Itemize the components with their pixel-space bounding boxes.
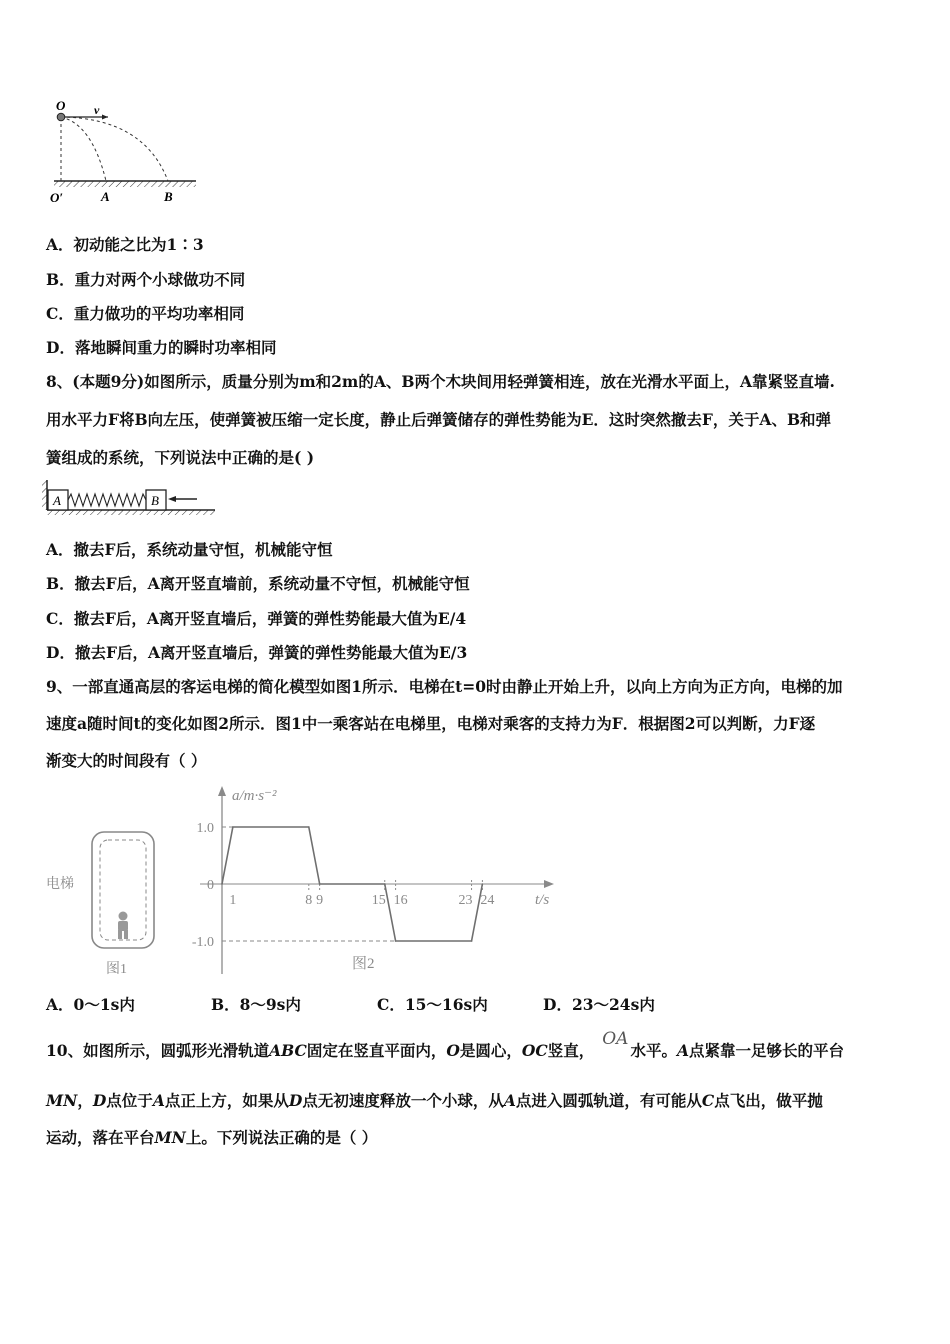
option-letter: B． [46, 574, 75, 593]
q9-option-b[interactable] [211, 993, 301, 1015]
q10-var: MN [154, 1128, 186, 1147]
option-letter: B． [211, 995, 240, 1014]
q10-stem-line2 [46, 1091, 823, 1111]
elevator-side-label: 电梯 [46, 877, 74, 892]
q10-text: 是圆心， [459, 1041, 522, 1060]
label-O: O [56, 98, 66, 113]
q8-stem-line3: 簧组成的系统，下列说法中正确的是( ) [46, 448, 315, 467]
acceleration-chart [180, 778, 570, 978]
option-letter: A． [46, 540, 74, 559]
q7-option-d[interactable] [46, 338, 276, 358]
q7-option-b[interactable] [46, 270, 245, 290]
spring-figure [42, 478, 217, 518]
label-B: B [164, 189, 173, 204]
ground-hatch [54, 181, 196, 187]
label-A: A [101, 189, 110, 204]
data-point [395, 940, 397, 942]
velocity-arrowhead [102, 115, 108, 120]
q7-option-a[interactable] [46, 235, 204, 255]
ball-icon [57, 113, 65, 121]
option-text: 撤去F后，A离开竖直墙后，弹簧的弹性势能最大值为E/4 [73, 609, 467, 628]
q10-var: MN [46, 1091, 78, 1110]
q9-stem-line2: 速度a随时间t的变化如图2所示．图1中一乘客站在电梯里，电梯对乘客的支持力为F．根据图2可以判断，力F逐 [46, 714, 816, 733]
q9-option-d[interactable] [543, 993, 655, 1015]
q10-var: A [503, 1091, 516, 1110]
figure1-caption: 图1 [106, 962, 127, 977]
trajectory-B [61, 117, 168, 181]
q10-text: 点飞出，做平抛 [714, 1091, 823, 1110]
option-letter: A． [46, 235, 74, 254]
q10-text: 水平。 [630, 1041, 677, 1060]
data-point [471, 940, 473, 942]
q10-text: 点正上方，如果从 [164, 1091, 289, 1110]
q8-option-c[interactable] [46, 609, 466, 629]
label-v: v [94, 103, 100, 117]
q10-stem-line1 [46, 1029, 845, 1061]
q9-stem-line3: 渐变大的时间段有（ ） [46, 751, 207, 770]
label-Oprime: O′ [50, 190, 64, 205]
trajectory-A [61, 117, 106, 181]
q10-var: A [152, 1091, 165, 1110]
x-axis-label: t/s [535, 892, 550, 908]
block-A-label: A [53, 493, 61, 508]
q10-var: C [701, 1091, 715, 1110]
data-point [308, 826, 310, 828]
force-arrowhead [168, 496, 176, 502]
q10-var: D [288, 1091, 303, 1110]
q10-var: D [92, 1091, 107, 1110]
option-letter: C． [46, 304, 74, 323]
option-text: 23～24s内 [571, 995, 655, 1014]
q8-option-d[interactable] [46, 643, 467, 663]
option-letter: C． [377, 995, 405, 1014]
option-text: 撤去F后，A离开竖直墙前，系统动量不守恒，机械能守恒 [74, 574, 470, 593]
block-B-label: B [151, 493, 159, 508]
q10-var-OA: OA [602, 1029, 629, 1049]
option-text: 重力对两个小球做功不同 [74, 270, 246, 289]
data-point [482, 883, 484, 885]
q10-text: 运动，落在平台 [46, 1128, 155, 1147]
y-axis-arrowhead [218, 786, 226, 796]
q10-var: A [676, 1041, 690, 1060]
x-tick-label: 1 [229, 893, 237, 908]
option-text: 重力做功的平均功率相同 [73, 304, 245, 323]
option-text: 0～1s内 [73, 995, 135, 1014]
option-letter: A． [46, 995, 74, 1014]
x-tick-label: 24 [480, 893, 495, 908]
data-point [384, 883, 386, 885]
spring-icon [68, 494, 146, 506]
x-tick-label: 8 [305, 893, 313, 908]
option-letter: B． [46, 270, 75, 289]
q8-option-a[interactable] [46, 540, 333, 560]
data-point [221, 883, 223, 885]
x-tick-label: 15 [371, 893, 386, 908]
q9-option-c[interactable] [377, 993, 488, 1015]
q8-option-b[interactable] [46, 574, 470, 594]
y-tick-label: 0 [207, 878, 214, 893]
x-tick-label: 16 [393, 893, 408, 908]
y-axis-label: a/m·s⁻² [232, 788, 277, 804]
q10-var: OC [521, 1041, 548, 1060]
option-letter: C． [46, 609, 74, 628]
q10-text: 10、如图所示，圆弧形光滑轨道 [46, 1041, 270, 1060]
q7-option-c[interactable] [46, 304, 244, 324]
q8-stem-line1: 8、(本题9分)如图所示，质量分别为m和2m的A、B两个木块间用轻弹簧相连，放在光滑水平面上，A靠紧竖直墙. [46, 372, 835, 391]
q10-text: 点进入圆弧轨道，有可能从 [515, 1091, 702, 1110]
q10-text: 点位于 [106, 1091, 153, 1110]
passenger-icon [118, 912, 128, 940]
option-letter: D． [46, 643, 75, 662]
q10-var: ABC [269, 1041, 307, 1060]
q10-text: 竖直， [547, 1041, 595, 1060]
q10-stem-line3 [46, 1128, 377, 1148]
q10-text: 固定在竖直平面内， [306, 1041, 447, 1060]
x-axis-arrowhead [544, 880, 554, 888]
q10-text: 点无初速度释放一个小球，从 [302, 1091, 504, 1110]
q9-option-a[interactable] [46, 993, 135, 1015]
x-tick-label: 9 [316, 893, 324, 908]
elevator-figure [44, 826, 174, 978]
q10-text: 上。下列说法正确的是（ ） [185, 1128, 378, 1147]
chart-title: 图2 [352, 956, 375, 972]
y-tick-label: 1.0 [196, 821, 214, 836]
q10-text: 点紧靠一足够长的平台 [689, 1041, 845, 1060]
option-text: 撤去F后，A离开竖直墙后，弹簧的弹性势能最大值为E/3 [74, 643, 468, 662]
q10-var: O [446, 1041, 460, 1060]
option-text: 初动能之比为1∶3 [73, 235, 204, 254]
q10-text: ， [77, 1091, 93, 1110]
x-tick-label: 23 [458, 893, 473, 908]
data-point [319, 883, 321, 885]
option-text: 8～9s内 [239, 995, 301, 1014]
q9-stem-line1: 9、一部直通高层的客运电梯的简化模型如图1所示．电梯在t=0时由静止开始上升，以向上方向为正方向，电梯的加 [46, 677, 843, 696]
projectile-figure [44, 96, 204, 208]
option-text: 15～16s内 [404, 995, 488, 1014]
option-letter: D． [46, 338, 75, 357]
option-text: 撤去F后，系统动量守恒，机械能守恒 [73, 540, 333, 559]
data-point [232, 826, 234, 828]
option-text: 落地瞬间重力的瞬时功率相同 [74, 338, 277, 357]
y-tick-label: -1.0 [191, 935, 214, 950]
option-letter: D． [543, 995, 572, 1014]
q8-stem-line2: 用水平力F将B向左压，使弹簧被压缩一定长度，静止后弹簧储存的弹性势能为E．这时突然撤去F，关于A、B和弹 [46, 410, 832, 429]
